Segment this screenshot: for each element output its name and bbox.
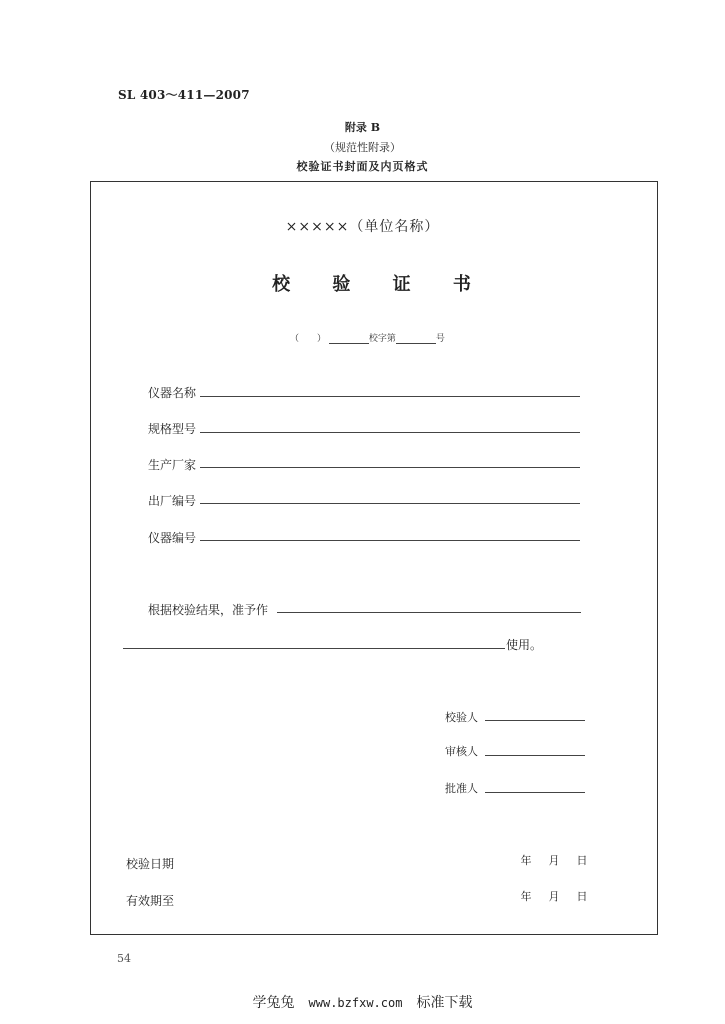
signature-approver-line[interactable] <box>485 792 585 793</box>
standard-code: SL 403～411—2007 <box>118 88 250 102</box>
valid-until-day: 日 <box>576 890 588 903</box>
conclusion-suffix: 使用。 <box>506 638 543 652</box>
inspection-date-month: 月 <box>548 854 560 867</box>
signature-inspector-line[interactable] <box>485 720 585 721</box>
inspection-date-label: 校验日期 <box>126 857 175 871</box>
footer-tagline: 标准下载 <box>416 995 473 1011</box>
conclusion-line-2[interactable] <box>123 648 505 649</box>
field-model-line[interactable] <box>200 432 580 433</box>
signature-approver-label: 批准人 <box>445 782 478 795</box>
valid-until-month: 月 <box>548 890 560 903</box>
footer-watermark <box>0 992 725 1012</box>
appendix-title: 校验证书封面及内页格式 <box>296 160 429 173</box>
valid-until-year: 年 <box>520 890 532 903</box>
field-instrument-no-line[interactable] <box>200 540 580 541</box>
conclusion-line-1[interactable] <box>277 612 581 613</box>
field-serial-line[interactable] <box>200 503 580 504</box>
inspection-date-day: 日 <box>576 854 588 867</box>
valid-until-ymd[interactable] <box>512 888 596 904</box>
field-model-label: 规格型号 <box>148 422 197 436</box>
appendix-type: （规范性附录） <box>324 141 401 154</box>
field-manufacturer-label: 生产厂家 <box>148 458 197 472</box>
valid-until-label: 有效期至 <box>126 894 175 908</box>
number-prefix-blank[interactable] <box>329 343 369 344</box>
certificate-number <box>290 331 445 344</box>
unit-name: ×××××（单位名称） <box>285 219 440 235</box>
field-manufacturer-line[interactable] <box>200 467 580 468</box>
number-middle: 校字第 <box>368 334 396 344</box>
footer-site-name: 学兔兔 <box>252 995 295 1011</box>
field-serial-label: 出厂编号 <box>148 494 197 508</box>
inspection-date-year: 年 <box>520 854 532 867</box>
signature-inspector-label: 校验人 <box>445 711 478 724</box>
footer-url[interactable]: www.bzfxw.com <box>308 996 403 1010</box>
inspection-date-ymd[interactable] <box>512 852 596 868</box>
number-blank[interactable] <box>396 343 436 344</box>
field-instrument-no-label: 仪器编号 <box>148 531 197 545</box>
signature-reviewer-line[interactable] <box>485 755 585 756</box>
conclusion-prefix: 根据校验结果，准予作 <box>148 603 269 617</box>
number-paren: （ ） <box>290 334 327 344</box>
number-suffix: 号 <box>435 334 445 344</box>
page-number: 54 <box>117 952 131 965</box>
appendix-label: 附录 B <box>344 121 381 134</box>
certificate-title: 校 验 证 书 <box>272 274 489 295</box>
signature-reviewer-label: 审核人 <box>445 745 478 758</box>
field-instrument-name-label: 仪器名称 <box>148 386 197 400</box>
field-instrument-name-line[interactable] <box>200 396 580 397</box>
